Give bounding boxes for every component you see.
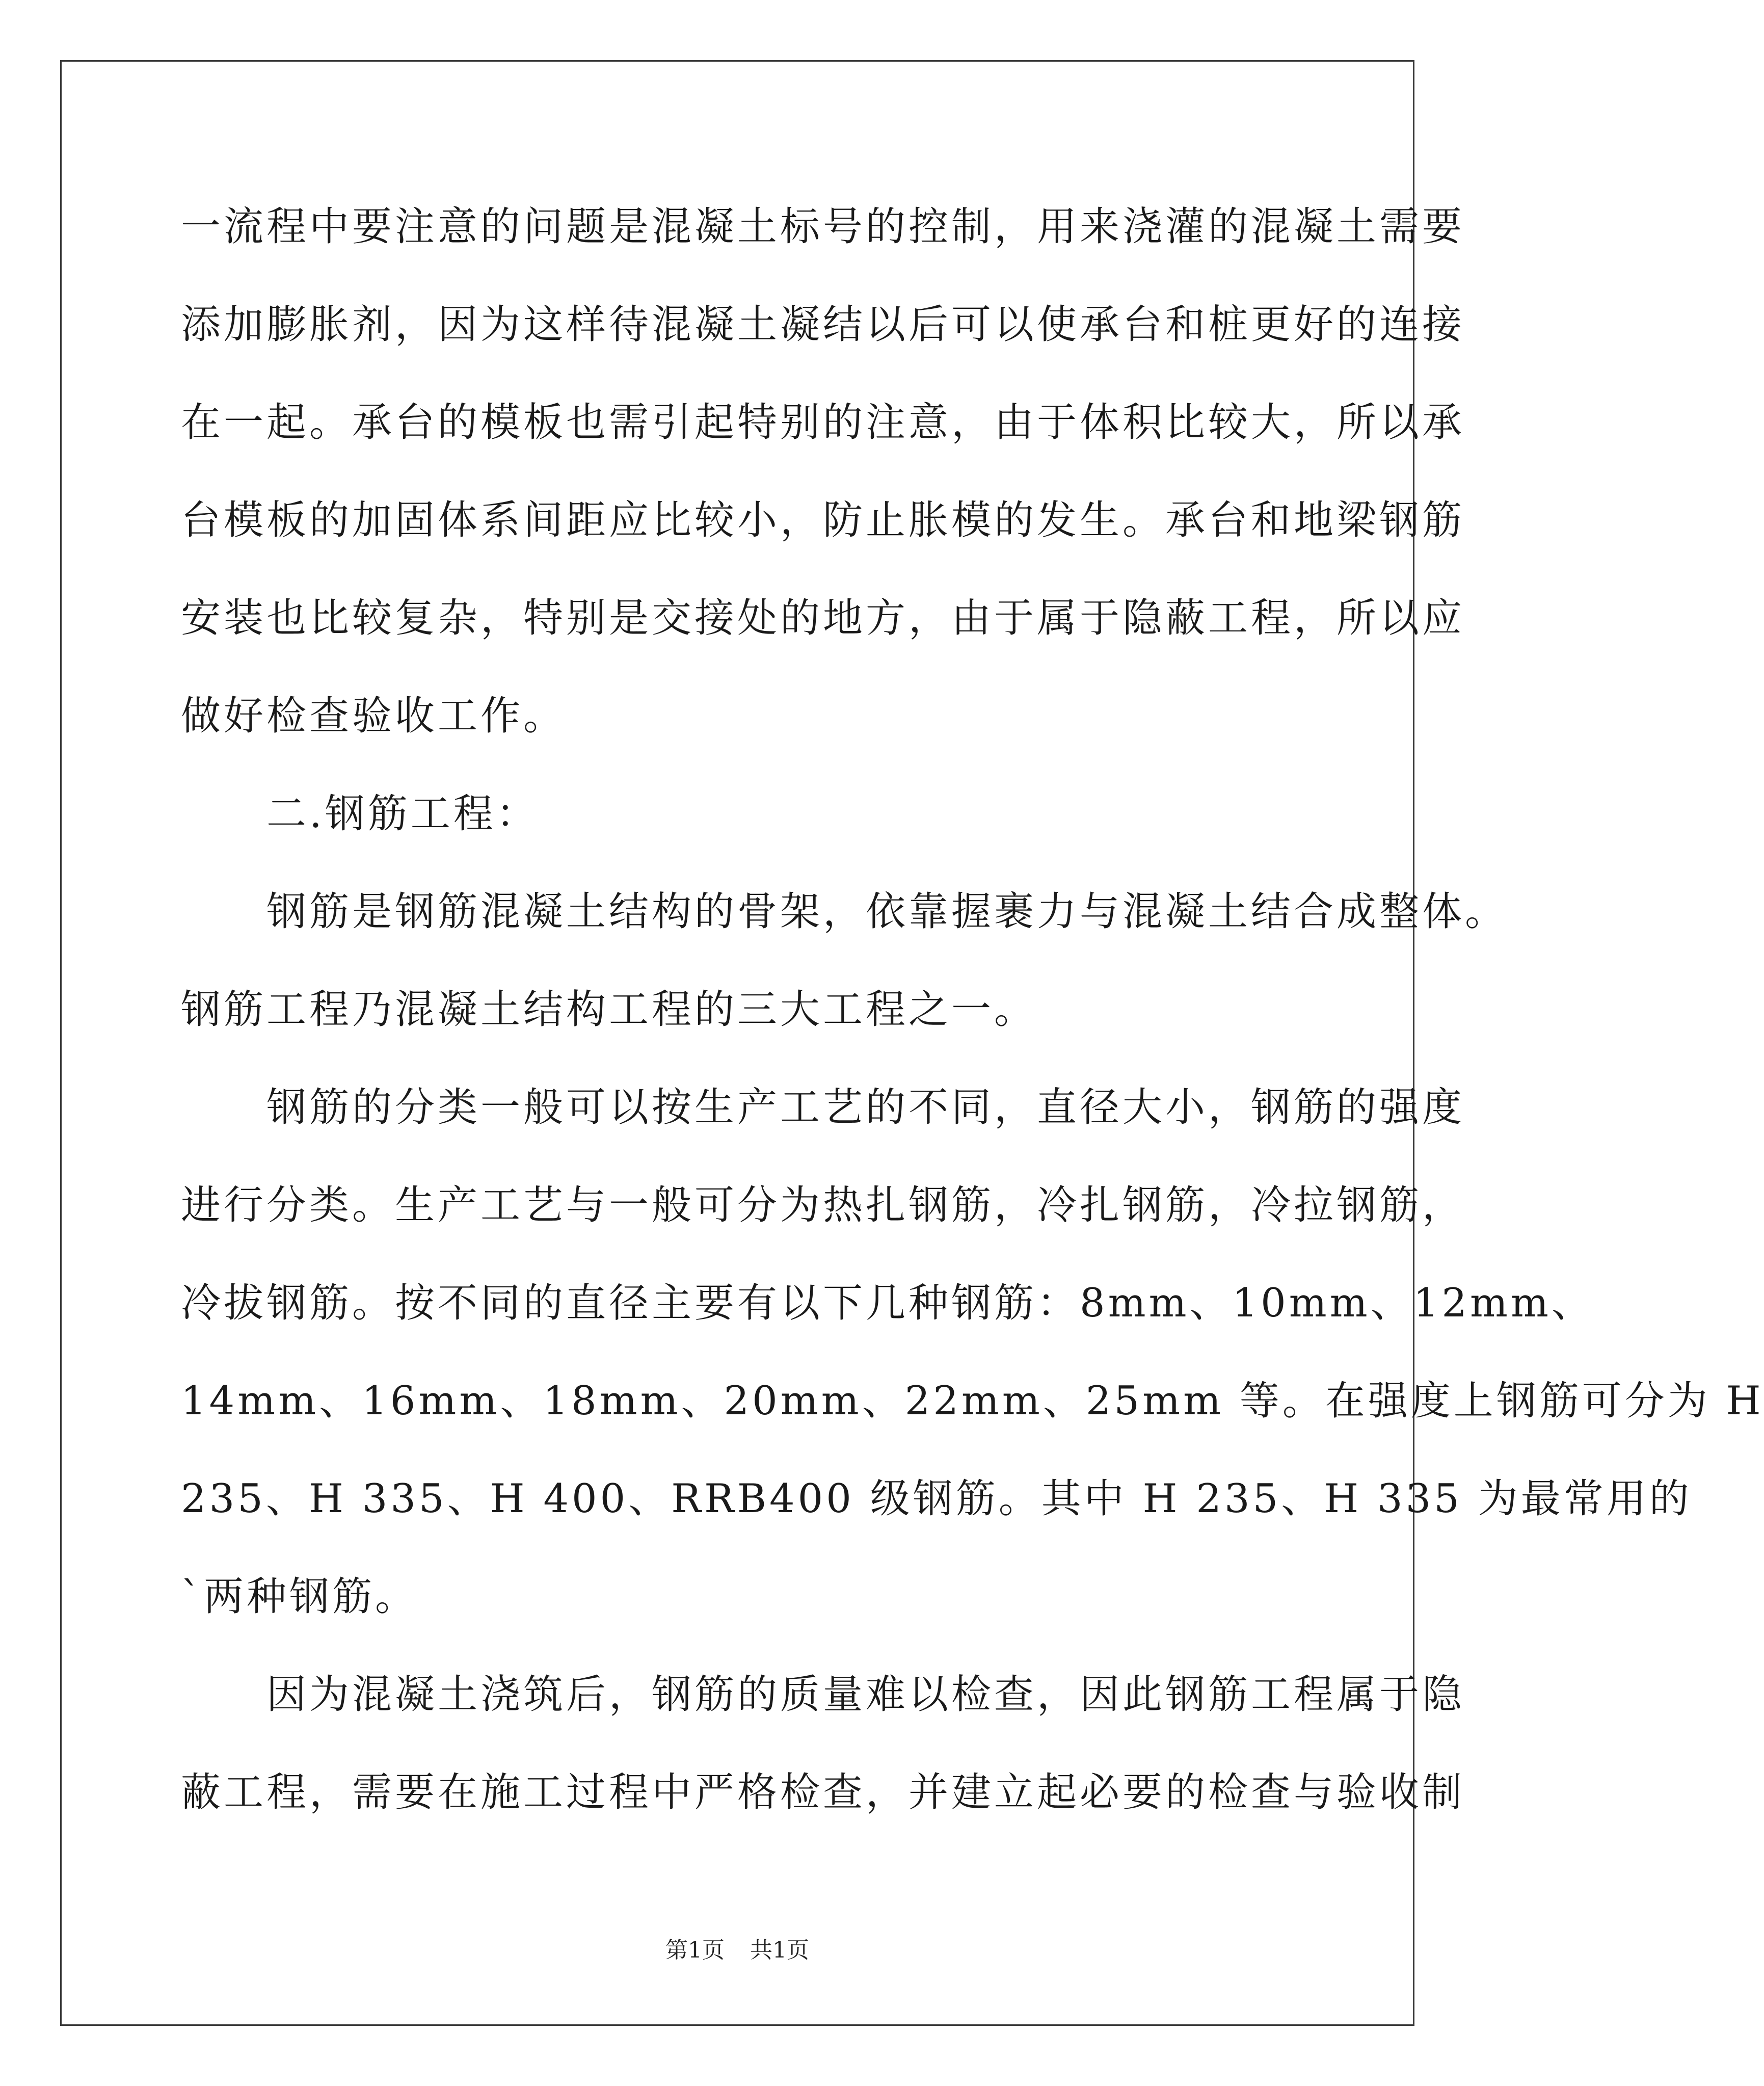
page-number-total: 共1页 xyxy=(750,1937,809,1963)
document-body xyxy=(181,189,1764,1852)
text-line: 一流程中要注意的问题是混凝土标号的控制，用来浇灌的混凝土需要 xyxy=(181,204,1465,250)
page-number-current: 第1页 xyxy=(665,1937,725,1963)
text-line: 因为混凝土浇筑后，钢筋的质量难以检查，因此钢筋工程属于隐 xyxy=(181,1672,1465,1718)
section-heading: 二.钢筋工程： xyxy=(181,791,539,837)
text-line: 235、H 335、H 400、RRB400 级钢筋。其中 H 235、H 335 为最常用的 xyxy=(181,1476,1692,1522)
text-line: 在一起。承台的模板也需引起特别的注意，由于体积比较大，所以承 xyxy=(181,400,1465,445)
text-line: 钢筋是钢筋混凝土结构的骨架，依靠握裹力与混凝土结合成整体。 xyxy=(181,889,1508,935)
page-footer xyxy=(0,1932,1475,1964)
text-line: 钢筋的分类一般可以按生产工艺的不同，直径大小，钢筋的强度 xyxy=(181,1085,1465,1130)
text-line: `两种钢筋。 xyxy=(181,1574,418,1620)
text-line: 安装也比较复杂，特别是交接处的地方，由于属于隐蔽工程，所以应 xyxy=(181,595,1465,641)
text-line: 做好检查验收工作。 xyxy=(181,693,567,739)
text-line: 蔽工程，需要在施工过程中严格检查，并建立起必要的检查与验收制 xyxy=(181,1770,1465,1815)
text-line: 添加膨胀剂，因为这样待混凝土凝结以后可以使承台和桩更好的连接 xyxy=(181,302,1465,348)
text-line: 冷拔钢筋。按不同的直径主要有以下几种钢筋：8mm、10mm、12mm、 xyxy=(181,1280,1594,1326)
text-line: 钢筋工程乃混凝土结构工程的三大工程之一。 xyxy=(181,987,1037,1033)
text-line: 台模板的加固体系间距应比较小，防止胀模的发生。承台和地梁钢筋 xyxy=(181,497,1465,543)
text-line: 进行分类。生产工艺与一般可分为热扎钢筋，冷扎钢筋，冷拉钢筋， xyxy=(181,1182,1465,1228)
text-line: 14mm、16mm、18mm、20mm、22mm、25mm 等。在强度上钢筋可分为 H xyxy=(181,1378,1764,1424)
